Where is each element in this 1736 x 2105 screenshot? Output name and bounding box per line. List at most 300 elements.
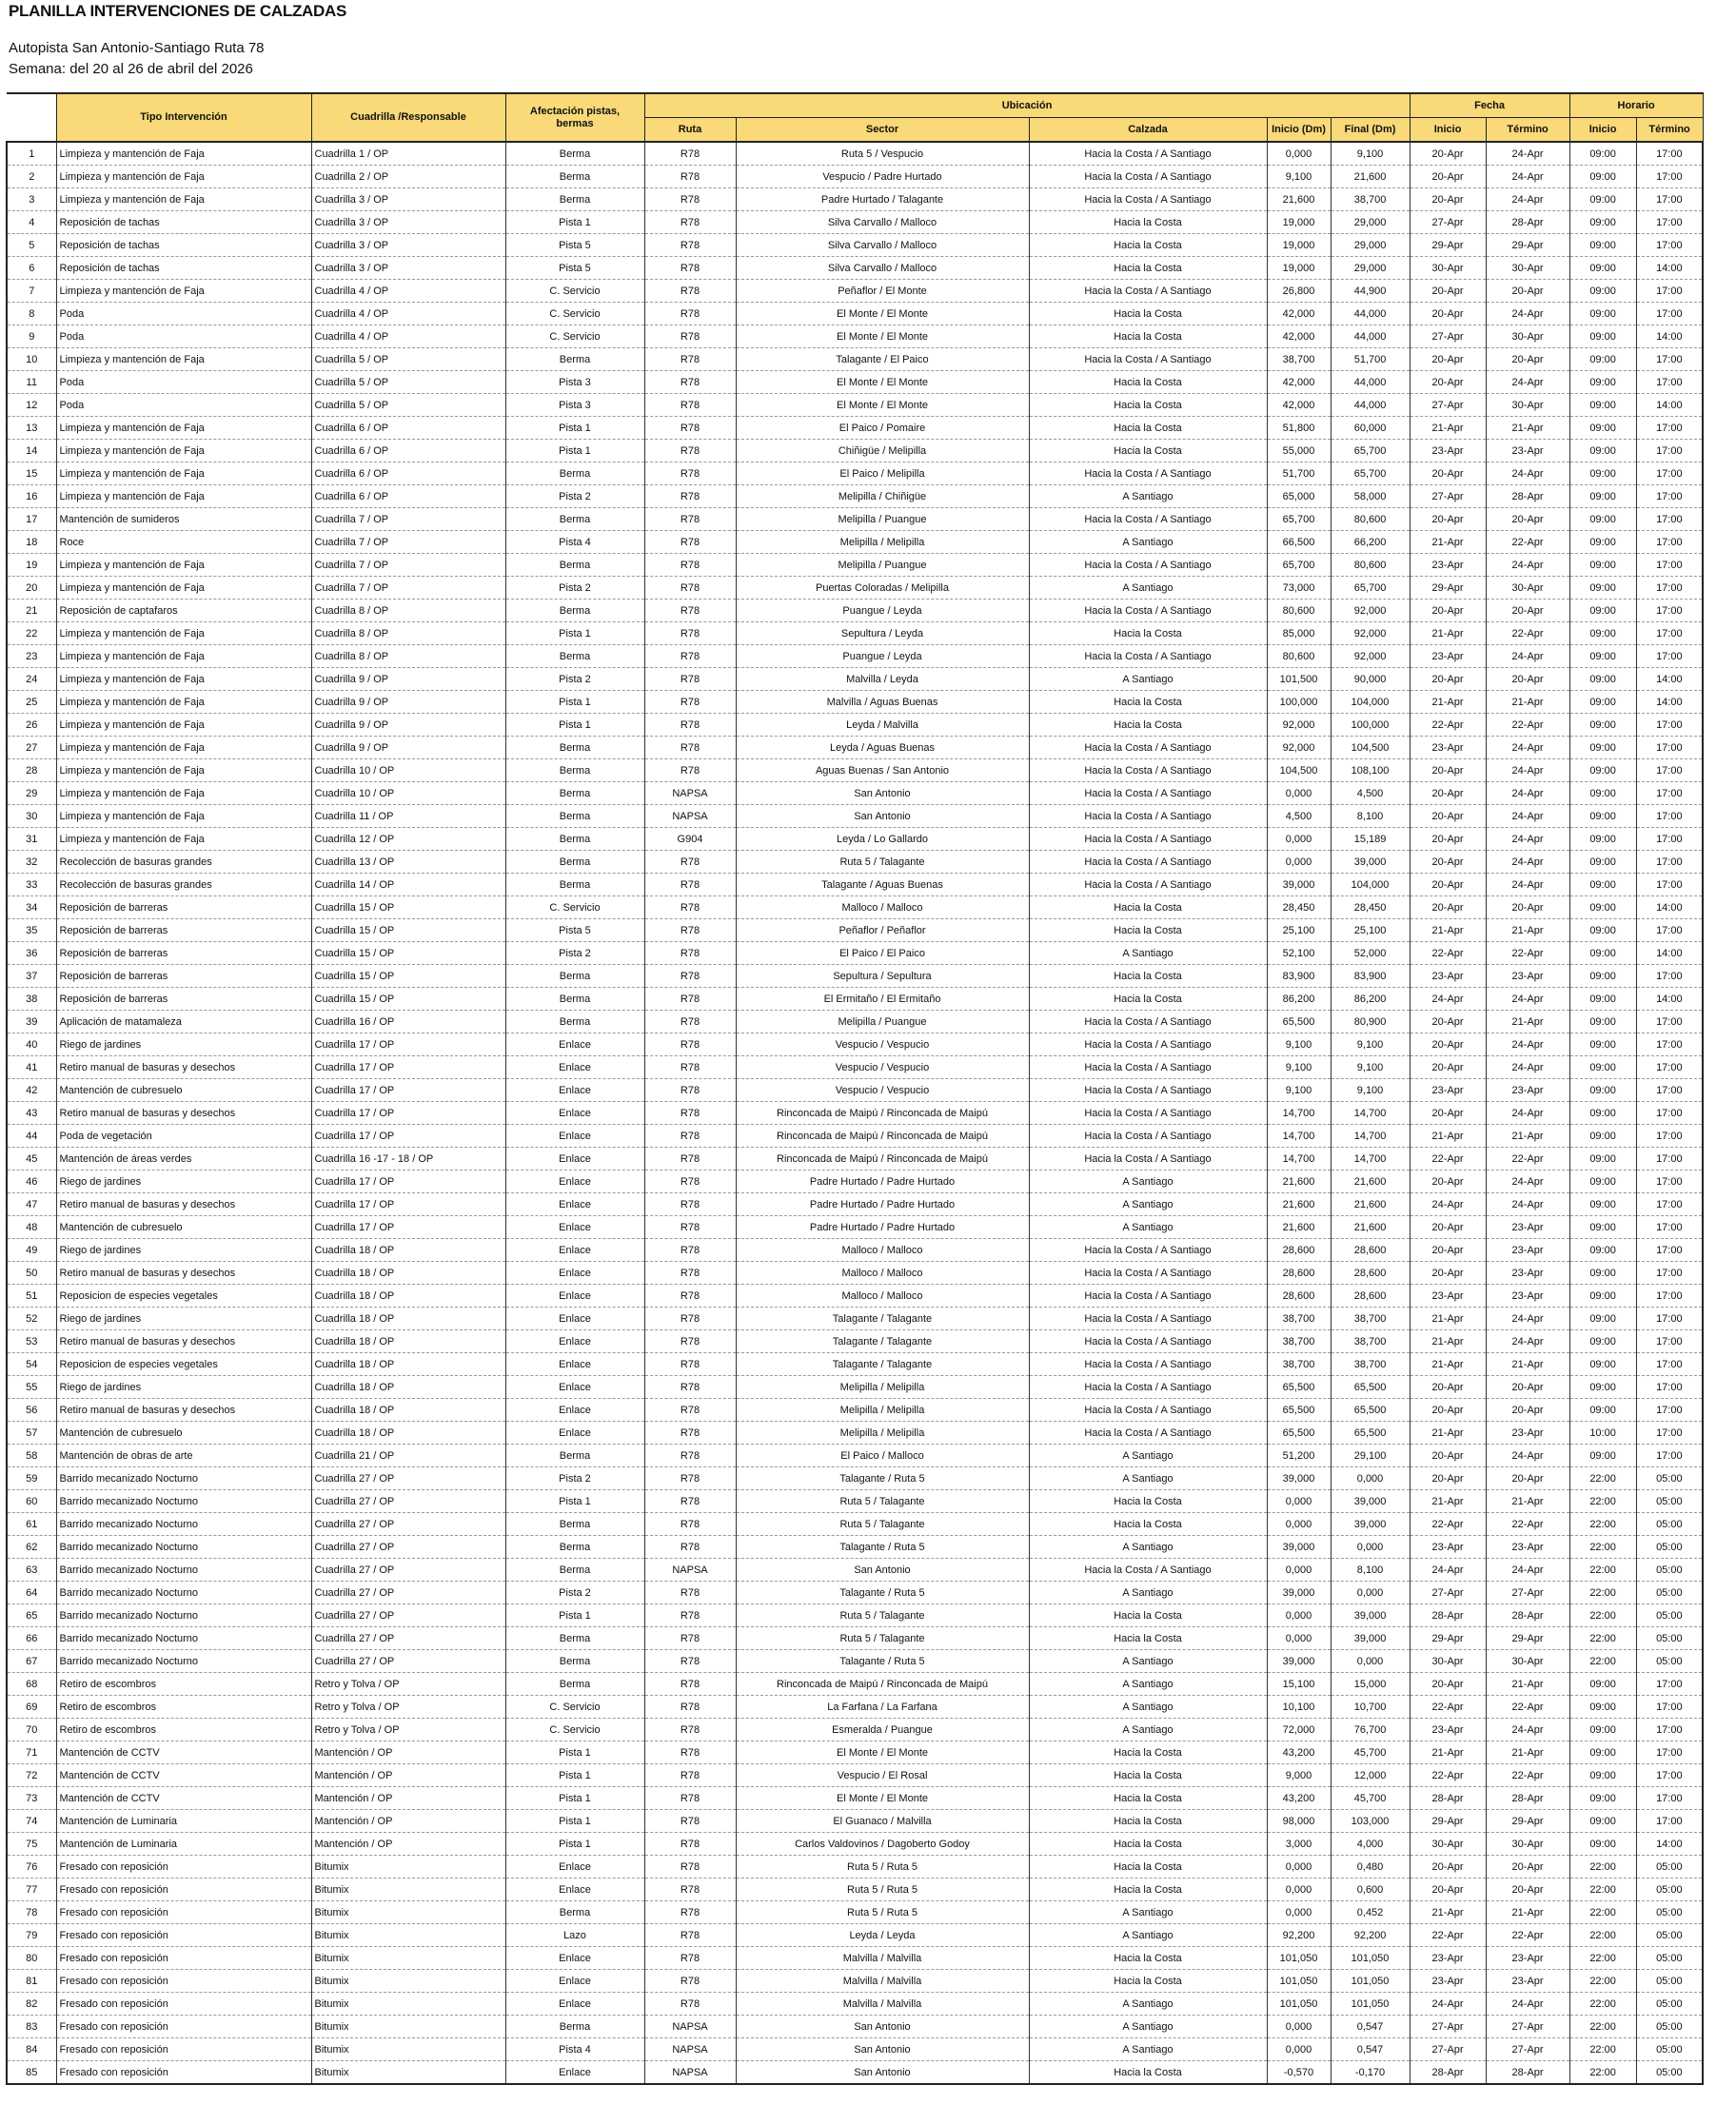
cell-hora-termino: 17:00	[1636, 1033, 1703, 1056]
cell-ruta: R78	[644, 851, 736, 874]
cell-sector: El Monte / El Monte	[736, 371, 1029, 394]
cell-afectacion: Pista 1	[505, 691, 644, 714]
cell-tipo: Retiro de escombros	[56, 1673, 311, 1696]
cell-tipo: Mantención de CCTV	[56, 1741, 311, 1764]
cell-final-dm: 45,700	[1331, 1787, 1410, 1810]
cell-afectacion: Enlace	[505, 1216, 644, 1239]
cell-hora-termino: 17:00	[1636, 1376, 1703, 1399]
cell-sector: El Monte / El Monte	[736, 1787, 1029, 1810]
cell-sector: Peñaflor / Peñaflor	[736, 919, 1029, 942]
cell-fecha-termino: 24-Apr	[1486, 462, 1569, 485]
cell-tipo: Limpieza y mantención de Faja	[56, 440, 311, 462]
cell-final-dm: 76,700	[1331, 1719, 1410, 1741]
cell-hora-termino: 17:00	[1636, 645, 1703, 668]
cell-number: 61	[7, 1513, 56, 1536]
cell-fecha-termino: 24-Apr	[1486, 1308, 1569, 1330]
cell-cuadrilla: Cuadrilla 27 / OP	[311, 1467, 505, 1490]
cell-cuadrilla: Cuadrilla 18 / OP	[311, 1308, 505, 1330]
cell-hora-inicio: 09:00	[1569, 371, 1636, 394]
cell-cuadrilla: Cuadrilla 3 / OP	[311, 257, 505, 280]
cell-hora-termino: 17:00	[1636, 1193, 1703, 1216]
table-row	[7, 1285, 1703, 1308]
cell-final-dm: 21,600	[1331, 166, 1410, 188]
cell-number: 6	[7, 257, 56, 280]
cell-afectacion: Enlace	[505, 1879, 644, 1901]
cell-cuadrilla: Cuadrilla 7 / OP	[311, 554, 505, 577]
cell-inicio-dm: 42,000	[1267, 303, 1331, 325]
table-row	[7, 1148, 1703, 1171]
cell-final-dm: 29,000	[1331, 211, 1410, 234]
cell-fecha-termino: 22-Apr	[1486, 1696, 1569, 1719]
cell-inicio-dm: 21,600	[1267, 188, 1331, 211]
cell-cuadrilla: Cuadrilla 13 / OP	[311, 851, 505, 874]
cell-calzada: Hacia la Costa	[1029, 1764, 1267, 1787]
cell-fecha-termino: 24-Apr	[1486, 759, 1569, 782]
header-tipo: Tipo Intervención	[56, 93, 311, 142]
cell-fecha-inicio: 27-Apr	[1410, 1582, 1486, 1604]
table-row	[7, 1376, 1703, 1399]
cell-inicio-dm: 101,500	[1267, 668, 1331, 691]
cell-ruta: R78	[644, 1627, 736, 1650]
cell-fecha-termino: 22-Apr	[1486, 622, 1569, 645]
cell-number: 71	[7, 1741, 56, 1764]
cell-hora-inicio: 09:00	[1569, 1102, 1636, 1125]
cell-cuadrilla: Cuadrilla 18 / OP	[311, 1330, 505, 1353]
table-row	[7, 440, 1703, 462]
cell-tipo: Limpieza y mantención de Faja	[56, 554, 311, 577]
cell-number: 45	[7, 1148, 56, 1171]
cell-number: 22	[7, 622, 56, 645]
cell-hora-termino: 17:00	[1636, 919, 1703, 942]
cell-number: 13	[7, 417, 56, 440]
cell-sector: El Guanaco / Malvilla	[736, 1810, 1029, 1833]
cell-hora-inicio: 09:00	[1569, 577, 1636, 600]
cell-final-dm: 28,600	[1331, 1285, 1410, 1308]
cell-fecha-termino: 24-Apr	[1486, 1171, 1569, 1193]
cell-cuadrilla: Bitumix	[311, 1970, 505, 1993]
cell-calzada: Hacia la Costa / A Santiago	[1029, 1079, 1267, 1102]
cell-fecha-inicio: 21-Apr	[1410, 691, 1486, 714]
cell-cuadrilla: Cuadrilla 3 / OP	[311, 234, 505, 257]
cell-calzada: Hacia la Costa	[1029, 1513, 1267, 1536]
cell-ruta: R78	[644, 1262, 736, 1285]
cell-calzada: Hacia la Costa	[1029, 1947, 1267, 1970]
cell-inicio-dm: 0,000	[1267, 1879, 1331, 1901]
cell-ruta: R78	[644, 417, 736, 440]
cell-calzada: Hacia la Costa	[1029, 417, 1267, 440]
cell-final-dm: 15,000	[1331, 1673, 1410, 1696]
cell-inicio-dm: 19,000	[1267, 234, 1331, 257]
cell-final-dm: 80,600	[1331, 554, 1410, 577]
cell-cuadrilla: Retro y Tolva / OP	[311, 1696, 505, 1719]
cell-inicio-dm: 28,450	[1267, 896, 1331, 919]
cell-fecha-termino: 20-Apr	[1486, 668, 1569, 691]
cell-hora-inicio: 22:00	[1569, 1879, 1636, 1901]
cell-number: 38	[7, 988, 56, 1011]
table-row	[7, 1787, 1703, 1810]
cell-calzada: Hacia la Costa / A Santiago	[1029, 1239, 1267, 1262]
table-row	[7, 417, 1703, 440]
table-row	[7, 1102, 1703, 1125]
cell-fecha-inicio: 20-Apr	[1410, 303, 1486, 325]
cell-tipo: Barrido mecanizado Nocturno	[56, 1604, 311, 1627]
cell-calzada: Hacia la Costa / A Santiago	[1029, 1422, 1267, 1445]
cell-fecha-termino: 20-Apr	[1486, 280, 1569, 303]
table-row	[7, 211, 1703, 234]
cell-fecha-termino: 23-Apr	[1486, 1422, 1569, 1445]
cell-sector: Leyda / Lo Gallardo	[736, 828, 1029, 851]
cell-sector: Talagante / Ruta 5	[736, 1536, 1029, 1559]
cell-sector: Rinconcada de Maipú / Rinconcada de Maipú	[736, 1102, 1029, 1125]
cell-calzada: Hacia la Costa	[1029, 988, 1267, 1011]
cell-sector: Vespucio / Padre Hurtado	[736, 166, 1029, 188]
cell-hora-termino: 17:00	[1636, 737, 1703, 759]
table-row	[7, 1193, 1703, 1216]
cell-inicio-dm: 51,200	[1267, 1445, 1331, 1467]
cell-sector: El Paico / Melipilla	[736, 462, 1029, 485]
cell-fecha-inicio: 28-Apr	[1410, 1787, 1486, 1810]
cell-number: 11	[7, 371, 56, 394]
cell-ruta: G904	[644, 828, 736, 851]
cell-number: 51	[7, 1285, 56, 1308]
cell-sector: Silva Carvallo / Malloco	[736, 211, 1029, 234]
cell-hora-termino: 17:00	[1636, 1056, 1703, 1079]
cell-hora-termino: 05:00	[1636, 2061, 1703, 2085]
cell-hora-inicio: 22:00	[1569, 1536, 1636, 1559]
cell-sector: Puangue / Leyda	[736, 600, 1029, 622]
cell-sector: Puangue / Leyda	[736, 645, 1029, 668]
cell-fecha-inicio: 22-Apr	[1410, 942, 1486, 965]
cell-afectacion: Berma	[505, 1559, 644, 1582]
cell-inicio-dm: 43,200	[1267, 1741, 1331, 1764]
cell-final-dm: 21,600	[1331, 1216, 1410, 1239]
header-fecha-inicio: Inicio	[1410, 118, 1486, 143]
cell-number: 59	[7, 1467, 56, 1490]
cell-sector: San Antonio	[736, 1559, 1029, 1582]
table-row	[7, 1993, 1703, 2016]
cell-final-dm: 8,100	[1331, 805, 1410, 828]
cell-tipo: Mantención de CCTV	[56, 1764, 311, 1787]
table-row	[7, 1970, 1703, 1993]
cell-tipo: Reposición de barreras	[56, 965, 311, 988]
cell-afectacion: Berma	[505, 874, 644, 896]
cell-inicio-dm: 3,000	[1267, 1833, 1331, 1856]
cell-hora-inicio: 09:00	[1569, 1171, 1636, 1193]
cell-tipo: Limpieza y mantención de Faja	[56, 417, 311, 440]
cell-hora-inicio: 09:00	[1569, 257, 1636, 280]
cell-hora-inicio: 09:00	[1569, 1741, 1636, 1764]
cell-number: 44	[7, 1125, 56, 1148]
cell-calzada: Hacia la Costa / A Santiago	[1029, 1125, 1267, 1148]
cell-calzada: Hacia la Costa / A Santiago	[1029, 1011, 1267, 1033]
cell-inicio-dm: 92,200	[1267, 1924, 1331, 1947]
cell-final-dm: 29,000	[1331, 257, 1410, 280]
cell-final-dm: 58,000	[1331, 485, 1410, 508]
table-row	[7, 1490, 1703, 1513]
cell-cuadrilla: Mantención / OP	[311, 1833, 505, 1856]
cell-tipo: Reposicion de especies vegetales	[56, 1353, 311, 1376]
cell-cuadrilla: Cuadrilla 7 / OP	[311, 531, 505, 554]
cell-afectacion: Pista 1	[505, 1810, 644, 1833]
cell-afectacion: Lazo	[505, 1924, 644, 1947]
cell-final-dm: 14,700	[1331, 1148, 1410, 1171]
cell-tipo: Barrido mecanizado Nocturno	[56, 1650, 311, 1673]
cell-calzada: A Santiago	[1029, 2038, 1267, 2061]
table-row	[7, 600, 1703, 622]
table-row	[7, 188, 1703, 211]
cell-final-dm: 44,000	[1331, 303, 1410, 325]
cell-inicio-dm: 55,000	[1267, 440, 1331, 462]
cell-inicio-dm: 98,000	[1267, 1810, 1331, 1833]
cell-ruta: R78	[644, 1033, 736, 1056]
cell-tipo: Mantención de cubresuelo	[56, 1216, 311, 1239]
cell-hora-inicio: 09:00	[1569, 1125, 1636, 1148]
cell-cuadrilla: Cuadrilla 27 / OP	[311, 1582, 505, 1604]
cell-calzada: Hacia la Costa / A Santiago	[1029, 1262, 1267, 1285]
cell-hora-inicio: 09:00	[1569, 600, 1636, 622]
cell-afectacion: Berma	[505, 188, 644, 211]
cell-final-dm: 15,189	[1331, 828, 1410, 851]
cell-ruta: R78	[644, 896, 736, 919]
cell-hora-termino: 17:00	[1636, 348, 1703, 371]
cell-sector: La Farfana / La Farfana	[736, 1696, 1029, 1719]
table-row	[7, 1125, 1703, 1148]
cell-sector: Vespucio / El Rosal	[736, 1764, 1029, 1787]
cell-hora-termino: 14:00	[1636, 942, 1703, 965]
cell-cuadrilla: Cuadrilla 15 / OP	[311, 919, 505, 942]
cell-ruta: R78	[644, 1216, 736, 1239]
cell-hora-termino: 17:00	[1636, 805, 1703, 828]
cell-tipo: Reposicion de especies vegetales	[56, 1285, 311, 1308]
table-row	[7, 1947, 1703, 1970]
cell-fecha-inicio: 20-Apr	[1410, 1102, 1486, 1125]
cell-inicio-dm: 86,200	[1267, 988, 1331, 1011]
cell-inicio-dm: 0,000	[1267, 782, 1331, 805]
cell-fecha-inicio: 21-Apr	[1410, 1353, 1486, 1376]
cell-number: 18	[7, 531, 56, 554]
cell-final-dm: 101,050	[1331, 1970, 1410, 1993]
cell-fecha-inicio: 20-Apr	[1410, 1445, 1486, 1467]
cell-calzada: Hacia la Costa / A Santiago	[1029, 188, 1267, 211]
cell-ruta: R78	[644, 1833, 736, 1856]
cell-hora-termino: 05:00	[1636, 1947, 1703, 1970]
cell-cuadrilla: Cuadrilla 17 / OP	[311, 1102, 505, 1125]
cell-inicio-dm: 73,000	[1267, 577, 1331, 600]
cell-hora-inicio: 09:00	[1569, 485, 1636, 508]
table-row	[7, 896, 1703, 919]
cell-afectacion: Enlace	[505, 1330, 644, 1353]
cell-sector: Melipilla / Melipilla	[736, 1422, 1029, 1445]
cell-fecha-termino: 23-Apr	[1486, 1216, 1569, 1239]
cell-afectacion: Enlace	[505, 1125, 644, 1148]
cell-fecha-termino: 21-Apr	[1486, 1741, 1569, 1764]
cell-hora-termino: 05:00	[1636, 1513, 1703, 1536]
table-row	[7, 919, 1703, 942]
cell-afectacion: Berma	[505, 965, 644, 988]
cell-fecha-inicio: 20-Apr	[1410, 1216, 1486, 1239]
cell-fecha-termino: 30-Apr	[1486, 257, 1569, 280]
cell-sector: El Paico / El Paico	[736, 942, 1029, 965]
cell-calzada: Hacia la Costa / A Santiago	[1029, 1308, 1267, 1330]
cell-fecha-termino: 24-Apr	[1486, 1445, 1569, 1467]
cell-calzada: Hacia la Costa / A Santiago	[1029, 1376, 1267, 1399]
cell-fecha-inicio: 20-Apr	[1410, 759, 1486, 782]
cell-sector: Talagante / Ruta 5	[736, 1650, 1029, 1673]
cell-fecha-termino: 23-Apr	[1486, 1079, 1569, 1102]
cell-fecha-termino: 29-Apr	[1486, 1627, 1569, 1650]
cell-ruta: R78	[644, 1650, 736, 1673]
cell-hora-inicio: 09:00	[1569, 1764, 1636, 1787]
cell-hora-inicio: 09:00	[1569, 919, 1636, 942]
cell-sector: Talagante / Ruta 5	[736, 1582, 1029, 1604]
cell-tipo: Recolección de basuras grandes	[56, 851, 311, 874]
cell-afectacion: Enlace	[505, 1422, 644, 1445]
cell-number: 4	[7, 211, 56, 234]
table-row	[7, 1924, 1703, 1947]
cell-cuadrilla: Mantención / OP	[311, 1741, 505, 1764]
cell-cuadrilla: Cuadrilla 6 / OP	[311, 462, 505, 485]
cell-final-dm: 44,000	[1331, 394, 1410, 417]
cell-cuadrilla: Cuadrilla 7 / OP	[311, 508, 505, 531]
cell-afectacion: Enlace	[505, 1193, 644, 1216]
cell-afectacion: Enlace	[505, 1056, 644, 1079]
cell-number: 14	[7, 440, 56, 462]
cell-cuadrilla: Cuadrilla 4 / OP	[311, 280, 505, 303]
cell-hora-inicio: 09:00	[1569, 1330, 1636, 1353]
cell-cuadrilla: Cuadrilla 18 / OP	[311, 1376, 505, 1399]
header-calzada: Calzada	[1029, 118, 1267, 143]
cell-fecha-termino: 23-Apr	[1486, 440, 1569, 462]
cell-hora-inicio: 22:00	[1569, 1513, 1636, 1536]
cell-fecha-termino: 21-Apr	[1486, 1125, 1569, 1148]
table-row	[7, 1604, 1703, 1627]
table-row	[7, 874, 1703, 896]
cell-calzada: A Santiago	[1029, 1536, 1267, 1559]
cell-fecha-inicio: 22-Apr	[1410, 1924, 1486, 1947]
cell-hora-termino: 17:00	[1636, 554, 1703, 577]
cell-tipo: Barrido mecanizado Nocturno	[56, 1582, 311, 1604]
cell-afectacion: Pista 1	[505, 211, 644, 234]
cell-afectacion: Berma	[505, 782, 644, 805]
cell-final-dm: 12,000	[1331, 1764, 1410, 1787]
cell-sector: Ruta 5 / Ruta 5	[736, 1901, 1029, 1924]
cell-ruta: R78	[644, 1353, 736, 1376]
cell-fecha-termino: 28-Apr	[1486, 485, 1569, 508]
cell-fecha-inicio: 24-Apr	[1410, 1193, 1486, 1216]
cell-afectacion: Berma	[505, 1536, 644, 1559]
cell-sector: Padre Hurtado / Padre Hurtado	[736, 1216, 1029, 1239]
cell-cuadrilla: Cuadrilla 5 / OP	[311, 371, 505, 394]
cell-inicio-dm: 38,700	[1267, 1330, 1331, 1353]
cell-final-dm: 51,700	[1331, 348, 1410, 371]
cell-cuadrilla: Cuadrilla 17 / OP	[311, 1033, 505, 1056]
cell-fecha-inicio: 23-Apr	[1410, 1970, 1486, 1993]
cell-afectacion: Pista 5	[505, 919, 644, 942]
cell-fecha-termino: 27-Apr	[1486, 1582, 1569, 1604]
cell-ruta: R78	[644, 714, 736, 737]
cell-hora-inicio: 22:00	[1569, 1627, 1636, 1650]
table-row	[7, 1513, 1703, 1536]
cell-tipo: Recolección de basuras grandes	[56, 874, 311, 896]
cell-hora-termino: 17:00	[1636, 1079, 1703, 1102]
cell-hora-inicio: 09:00	[1569, 280, 1636, 303]
cell-fecha-termino: 24-Apr	[1486, 303, 1569, 325]
cell-tipo: Limpieza y mantención de Faja	[56, 782, 311, 805]
cell-number: 41	[7, 1056, 56, 1079]
cell-fecha-inicio: 23-Apr	[1410, 1285, 1486, 1308]
cell-ruta: R78	[644, 874, 736, 896]
cell-inicio-dm: 0,000	[1267, 2038, 1331, 2061]
cell-afectacion: Enlace	[505, 1285, 644, 1308]
cell-ruta: NAPSA	[644, 2016, 736, 2038]
cell-tipo: Limpieza y mantención de Faja	[56, 645, 311, 668]
cell-hora-termino: 17:00	[1636, 1308, 1703, 1330]
cell-calzada: Hacia la Costa	[1029, 303, 1267, 325]
cell-fecha-inicio: 27-Apr	[1410, 485, 1486, 508]
cell-final-dm: 101,050	[1331, 1993, 1410, 2016]
cell-cuadrilla: Cuadrilla 14 / OP	[311, 874, 505, 896]
cell-sector: Melipilla / Melipilla	[736, 1376, 1029, 1399]
cell-calzada: Hacia la Costa / A Santiago	[1029, 166, 1267, 188]
table-row	[7, 1011, 1703, 1033]
cell-hora-inicio: 10:00	[1569, 1422, 1636, 1445]
cell-sector: Ruta 5 / Ruta 5	[736, 1856, 1029, 1879]
cell-sector: Ruta 5 / Vespucio	[736, 142, 1029, 166]
table-row	[7, 965, 1703, 988]
cell-calzada: Hacia la Costa / A Santiago	[1029, 462, 1267, 485]
cell-cuadrilla: Cuadrilla 17 / OP	[311, 1216, 505, 1239]
cell-cuadrilla: Cuadrilla 8 / OP	[311, 600, 505, 622]
cell-tipo: Barrido mecanizado Nocturno	[56, 1513, 311, 1536]
cell-ruta: NAPSA	[644, 2061, 736, 2085]
cell-inicio-dm: 28,600	[1267, 1285, 1331, 1308]
cell-number: 55	[7, 1376, 56, 1399]
cell-tipo: Mantención de cubresuelo	[56, 1422, 311, 1445]
cell-fecha-inicio: 23-Apr	[1410, 1536, 1486, 1559]
cell-calzada: A Santiago	[1029, 1445, 1267, 1467]
cell-fecha-inicio: 28-Apr	[1410, 1604, 1486, 1627]
cell-final-dm: 8,100	[1331, 1559, 1410, 1582]
cell-sector: Vespucio / Vespucio	[736, 1056, 1029, 1079]
cell-tipo: Limpieza y mantención de Faja	[56, 714, 311, 737]
cell-calzada: Hacia la Costa / A Santiago	[1029, 1148, 1267, 1171]
cell-sector: Sepultura / Leyda	[736, 622, 1029, 645]
cell-fecha-termino: 21-Apr	[1486, 919, 1569, 942]
table-row	[7, 485, 1703, 508]
cell-calzada: Hacia la Costa	[1029, 234, 1267, 257]
cell-final-dm: 65,700	[1331, 462, 1410, 485]
cell-hora-inicio: 09:00	[1569, 211, 1636, 234]
cell-sector: Malloco / Malloco	[736, 1239, 1029, 1262]
cell-cuadrilla: Cuadrilla 27 / OP	[311, 1536, 505, 1559]
cell-hora-termino: 17:00	[1636, 280, 1703, 303]
cell-hora-termino: 14:00	[1636, 257, 1703, 280]
cell-inicio-dm: 10,100	[1267, 1696, 1331, 1719]
table-row	[7, 1216, 1703, 1239]
cell-number: 60	[7, 1490, 56, 1513]
table-row	[7, 1308, 1703, 1330]
table-row	[7, 2061, 1703, 2085]
cell-hora-termino: 17:00	[1636, 417, 1703, 440]
cell-fecha-termino: 20-Apr	[1486, 1856, 1569, 1879]
cell-sector: El Monte / El Monte	[736, 394, 1029, 417]
cell-cuadrilla: Mantención / OP	[311, 1787, 505, 1810]
cell-ruta: NAPSA	[644, 1559, 736, 1582]
cell-fecha-inicio: 22-Apr	[1410, 1696, 1486, 1719]
cell-hora-termino: 05:00	[1636, 1650, 1703, 1673]
cell-ruta: R78	[644, 280, 736, 303]
cell-cuadrilla: Cuadrilla 16 -17 - 18 / OP	[311, 1148, 505, 1171]
